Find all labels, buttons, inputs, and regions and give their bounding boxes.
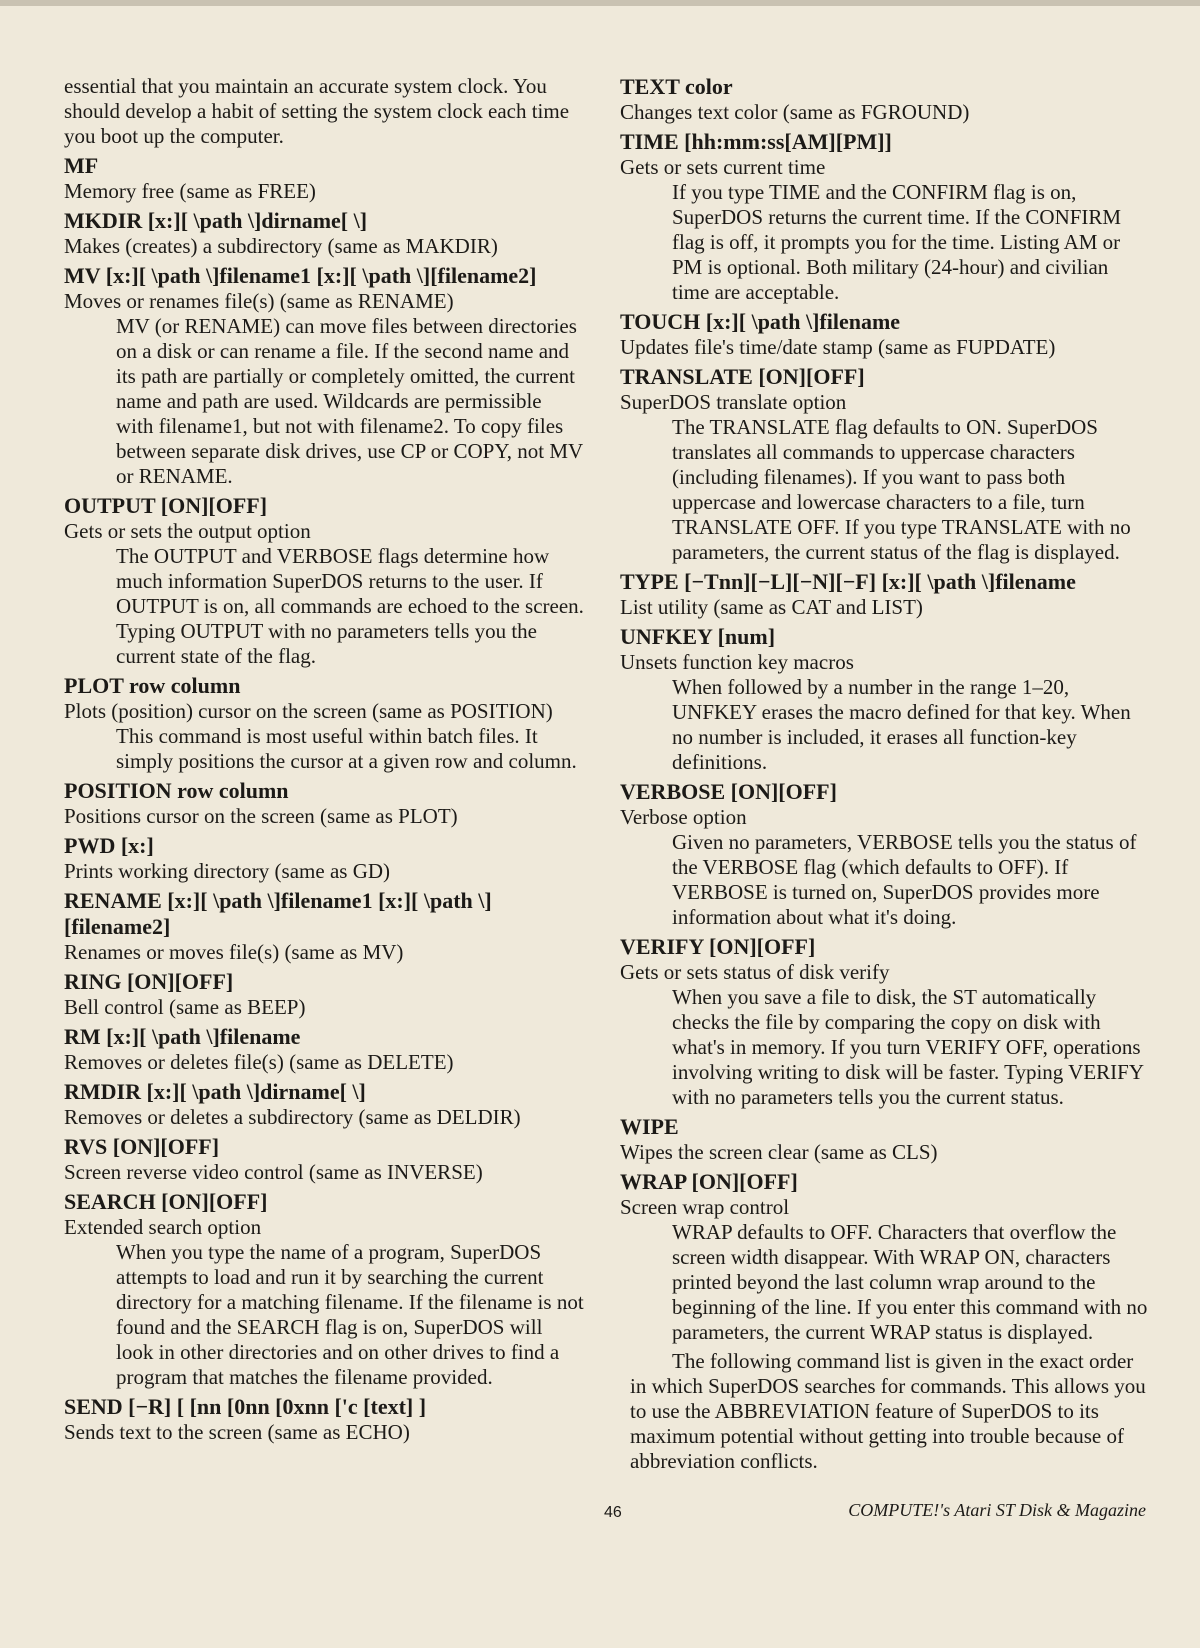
- command-description: Removes or deletes a subdirectory (same as DELDIR): [64, 1105, 521, 1129]
- command-syntax: RENAME [x:][ \path \]filename1 [x:][ \path \][filename2]: [64, 888, 492, 939]
- left-command-list: [64, 153, 584, 1445]
- command-syntax: OUTPUT [ON][OFF]: [64, 493, 268, 518]
- command-description: Updates file's time/date stamp (same as FUPDATE): [620, 335, 1056, 359]
- command-entry: [64, 208, 584, 259]
- command-entry: [64, 673, 584, 774]
- command-entry: [620, 309, 1150, 360]
- command-description: Gets or sets status of disk verify: [620, 960, 890, 984]
- command-description: Moves or renames file(s) (same as RENAME): [64, 289, 454, 313]
- command-syntax: SEARCH [ON][OFF]: [64, 1189, 268, 1214]
- command-note: Given no parameters, VERBOSE tells you the status of the VERBOSE flag (which defaults to OFF). If VERBOSE is turned on, SuperDOS provides more information about what it's doing.: [672, 830, 1137, 929]
- command-entry: [64, 778, 584, 829]
- command-syntax: MKDIR [x:][ \path \]dirname[ \]: [64, 208, 368, 233]
- page-number: 46: [604, 1504, 622, 1521]
- command-note: When you type the name of a program, SuperDOS attempts to load and run it by searching the current directory for a matching filename. If the filename is not found and the SEARCH flag is on, SuperDOS will look in other directories and on other drives to find a program that matches the filename provided.: [116, 1240, 584, 1389]
- right-command-list: [620, 74, 1150, 1345]
- command-syntax: PLOT row column: [64, 673, 241, 698]
- command-syntax: POSITION row column: [64, 778, 289, 803]
- command-entry: [64, 833, 584, 884]
- page-top-edge: [0, 0, 1200, 6]
- command-description: SuperDOS translate option: [620, 390, 847, 414]
- command-entry: [64, 153, 584, 204]
- command-description: Screen wrap control: [620, 1195, 790, 1219]
- command-entry: [64, 1079, 584, 1130]
- command-description: Changes text color (same as FGROUND): [620, 100, 970, 124]
- command-entry: [620, 1169, 1150, 1345]
- command-note: This command is most useful within batch files. It simply positions the cursor at a given row and column.: [116, 724, 577, 773]
- command-description: Wipes the screen clear (same as CLS): [620, 1140, 938, 1164]
- command-syntax: RVS [ON][OFF]: [64, 1134, 220, 1159]
- command-syntax: MV [x:][ \path \]filename1 [x:][ \path \][filename2]: [64, 263, 537, 288]
- command-description: Sends text to the screen (same as ECHO): [64, 1420, 410, 1444]
- left-column: [64, 74, 584, 1449]
- command-entry: [64, 969, 584, 1020]
- command-entry: [620, 129, 1150, 305]
- command-description: Makes (creates) a subdirectory (same as MAKDIR): [64, 234, 498, 258]
- command-syntax: RM [x:][ \path \]filename: [64, 1024, 301, 1049]
- command-description: Prints working directory (same as GD): [64, 859, 391, 883]
- command-description: Gets or sets current time: [620, 155, 826, 179]
- command-entry: [64, 493, 584, 669]
- command-entry: [620, 569, 1150, 620]
- right-column: [620, 74, 1150, 1474]
- command-entry: [620, 624, 1150, 775]
- lead-paragraph: essential that you maintain an accurate system clock. You should develop a habit of setting the system clock each time you boot up the computer.: [64, 74, 570, 148]
- command-syntax: TYPE [−Tnn][−L][−N][−F] [x:][ \path \]filename: [620, 569, 1076, 594]
- closing-paragraph: The following command list is given in the exact order in which SuperDOS searches for commands. This allows you to use the ABBREVIATION feature of SuperDOS to its maximum potential without getting into trouble because of abbreviation conflicts.: [630, 1349, 1146, 1473]
- command-description: Gets or sets the output option: [64, 519, 311, 543]
- command-description: Unsets function key macros: [620, 650, 854, 674]
- command-entry: [620, 74, 1150, 125]
- command-entry: [64, 1189, 584, 1390]
- command-syntax: UNFKEY [num]: [620, 624, 776, 649]
- command-entry: [620, 364, 1150, 565]
- command-entry: [64, 888, 584, 965]
- command-note: WRAP defaults to OFF. Characters that overflow the screen width disappear. With WRAP ON, characters printed beyond the last column wrap around to the beginning of the line. If you enter this command with no parameters, the current WRAP status is displayed.: [672, 1220, 1148, 1344]
- command-description: Screen reverse video control (same as INVERSE): [64, 1160, 483, 1184]
- command-syntax: VERBOSE [ON][OFF]: [620, 779, 837, 804]
- command-entry: [64, 1394, 584, 1445]
- command-syntax: RMDIR [x:][ \path \]dirname[ \]: [64, 1079, 366, 1104]
- command-description: List utility (same as CAT and LIST): [620, 595, 923, 619]
- command-syntax: VERIFY [ON][OFF]: [620, 934, 816, 959]
- command-description: Verbose option: [620, 805, 747, 829]
- command-syntax: TEXT color: [620, 74, 733, 99]
- command-syntax: RING [ON][OFF]: [64, 969, 234, 994]
- command-note: When followed by a number in the range 1–20, UNFKEY erases the macro defined for that key. When no number is included, it erases all function-key definitions.: [672, 675, 1131, 774]
- command-syntax: TRANSLATE [ON][OFF]: [620, 364, 865, 389]
- command-description: Removes or deletes file(s) (same as DELETE): [64, 1050, 454, 1074]
- command-note: The TRANSLATE flag defaults to ON. SuperDOS translates all commands to uppercase characters (including filenames). If you want to pass both uppercase and lowercase characters to a file, turn TRANSLATE OFF. If you type TRANSLATE with no parameters, the current status of the flag is displayed.: [672, 415, 1131, 564]
- command-note: The OUTPUT and VERBOSE flags determine how much information SuperDOS returns to the user. If OUTPUT is on, all commands are echoed to the screen. Typing OUTPUT with no parameters tells you the current state of the flag.: [116, 544, 584, 668]
- command-note: MV (or RENAME) can move files between directories on a disk or can rename a file. If the second name and its path are partially or completely omitted, the current name and path are used. Wildcards are permissible with filename1, but not with filename2. To copy files between separate disk drives, use CP or COPY, not MV or RENAME.: [116, 314, 583, 488]
- command-description: Memory free (same as FREE): [64, 179, 316, 203]
- command-entry: [620, 934, 1150, 1110]
- command-description: Bell control (same as BEEP): [64, 995, 306, 1019]
- command-syntax: TIME [hh:mm:ss[AM][PM]]: [620, 129, 892, 154]
- command-syntax: MF: [64, 153, 99, 178]
- command-entry: [64, 1024, 584, 1075]
- command-entry: [64, 1134, 584, 1185]
- command-syntax: SEND [−R] [ [nn [0nn [0xnn ['c [text] ]: [64, 1394, 427, 1419]
- command-description: Plots (position) cursor on the screen (same as POSITION): [64, 699, 553, 723]
- command-entry: [620, 779, 1150, 930]
- command-syntax: TOUCH [x:][ \path \]filename: [620, 309, 901, 334]
- command-note: If you type TIME and the CONFIRM flag is on, SuperDOS returns the current time. If the CONFIRM flag is off, it prompts you for the time. Listing AM or PM is optional. Both military (24-hour) and civilian time are acceptable.: [672, 180, 1122, 304]
- command-syntax: PWD [x:]: [64, 833, 154, 858]
- command-description: Renames or moves file(s) (same as MV): [64, 940, 404, 964]
- command-description: Extended search option: [64, 1215, 262, 1239]
- command-syntax: WRAP [ON][OFF]: [620, 1169, 798, 1194]
- command-entry: [620, 1114, 1150, 1165]
- command-syntax: WIPE: [620, 1114, 679, 1139]
- magazine-title: COMPUTE!'s Atari ST Disk & Magazine: [848, 1500, 1146, 1520]
- command-note: When you save a file to disk, the ST automatically checks the file by comparing the copy on disk with what's in memory. If you turn VERIFY OFF, operations involving writing to disk will be faster. Typing VERIFY with no parameters tells you the current status.: [672, 985, 1144, 1109]
- command-entry: [64, 263, 584, 489]
- command-description: Positions cursor on the screen (same as PLOT): [64, 804, 458, 828]
